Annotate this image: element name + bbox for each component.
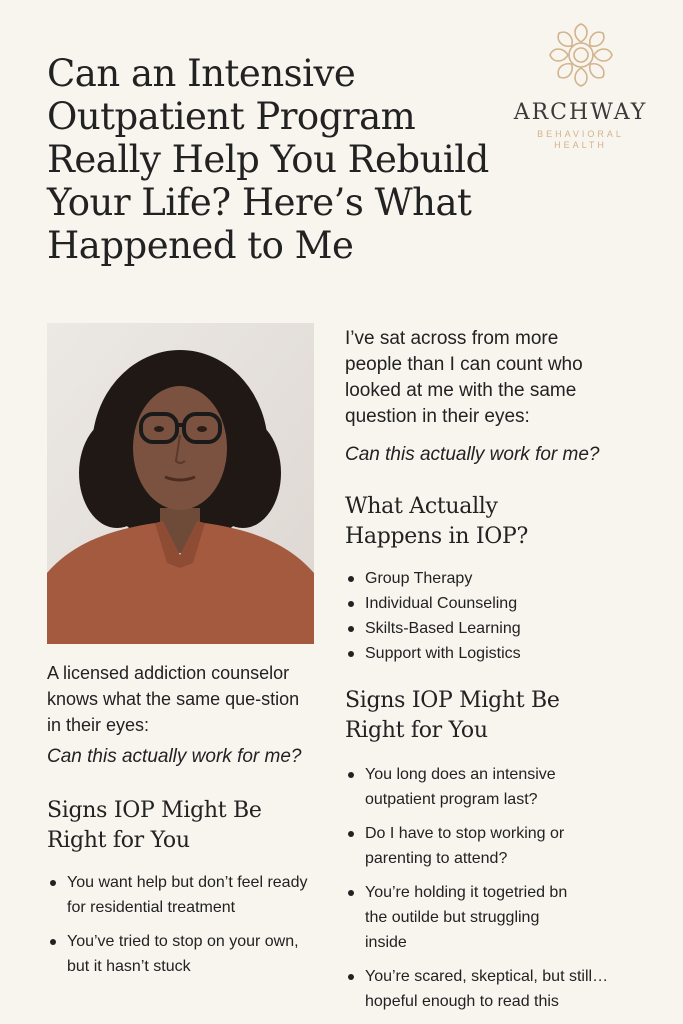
list-item: You long does an intensive outpatient program last? bbox=[345, 762, 615, 812]
list-item: Group Therapy bbox=[345, 566, 645, 591]
left-quote: Can this actually work for me? bbox=[47, 746, 302, 767]
logo-subtitle-line2: HEALTH bbox=[554, 140, 607, 150]
logo-subtitle bbox=[503, 129, 658, 151]
logo-subtitle-line1: BEHAVIORAL bbox=[537, 129, 624, 139]
right-quote: Can this actually work for me? bbox=[345, 444, 600, 465]
signs-list bbox=[345, 762, 615, 1014]
list-item: You’re scared, skeptical, but still… hopeful enough to read this bbox=[345, 964, 615, 1014]
archway-logo bbox=[503, 22, 658, 151]
left-bullet-list bbox=[47, 870, 322, 979]
list-item: You’re holding it togetried bn the outilde but struggling inside bbox=[345, 880, 580, 955]
intro-paragraph: I’ve sat across from more people than I can count who looked at me with the same question in their eyes: bbox=[345, 328, 583, 427]
what-happens-heading: What Actually Happens in IOP? bbox=[345, 494, 528, 549]
list-item: You want help but don’t feel ready for residential treatment bbox=[47, 870, 322, 920]
logo-name: ARCHWAY bbox=[513, 100, 648, 125]
list-item: Support with Logistics bbox=[345, 641, 645, 666]
list-item: Individual Counseling bbox=[345, 591, 645, 616]
portrait-illustration bbox=[47, 323, 314, 644]
photo-caption: A licensed addiction counselor knows what the same que-stion in their eyes: bbox=[47, 663, 300, 735]
left-heading: Signs IOP Might Be Right for You bbox=[47, 798, 262, 853]
flower-mandala-icon bbox=[548, 22, 614, 88]
right-column bbox=[345, 326, 645, 1023]
signs-heading: Signs IOP Might Be Right for You bbox=[345, 688, 560, 743]
list-item: Skilts-Based Learning bbox=[345, 616, 645, 641]
left-column bbox=[47, 660, 322, 988]
article-title: Can an Intensive Outpatient Program Really Help You Rebuild Your Life? Here’s What Happened to Me bbox=[47, 52, 489, 267]
list-item: Do I have to stop working or parenting to attend? bbox=[345, 821, 615, 871]
counselor-portrait bbox=[47, 323, 314, 644]
list-item: You’ve tried to stop on your own, but it hasn’t stuck bbox=[47, 929, 322, 979]
iop-components-list bbox=[345, 566, 645, 666]
